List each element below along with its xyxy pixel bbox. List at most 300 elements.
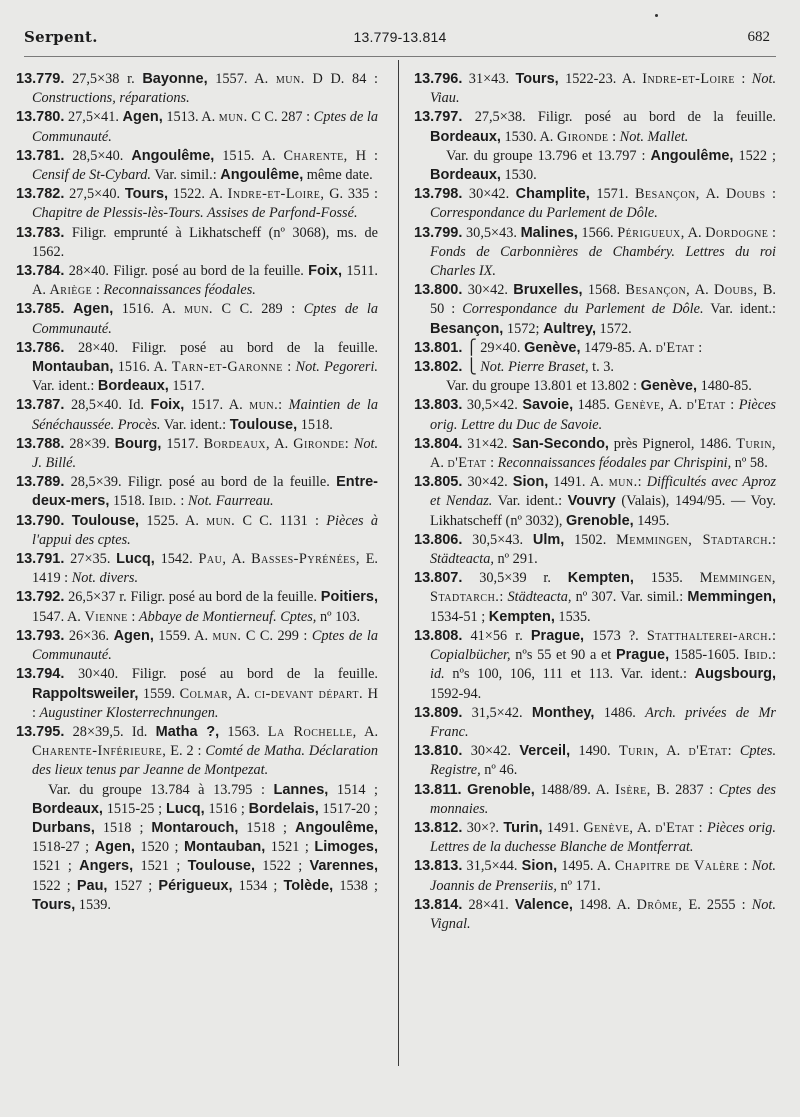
place-name: Prague, <box>530 627 585 644</box>
entry-number: 13.782. <box>16 186 65 203</box>
entry-text: Var. ident.: <box>32 378 98 395</box>
source-title: Not. Pegoreri. <box>295 359 379 376</box>
place-name: Bourg, <box>114 435 162 452</box>
entry-text: 1480-85. <box>697 378 752 395</box>
source-title: Abbaye de Montierneuf. Cptes, <box>138 608 317 625</box>
entry-number: 13.814. <box>414 896 463 913</box>
catalog-entry <box>414 704 776 742</box>
catalog-entry <box>414 627 776 704</box>
entry-text: 28×40. Filigr. posé au bord de la feuille. <box>78 339 378 356</box>
archive-name: Besançon, <box>625 282 691 299</box>
place-name: Bordeaux, <box>97 378 169 395</box>
archive-name: mun. <box>275 71 305 87</box>
archive-name: Colmar, <box>179 685 233 702</box>
entry-number: 13.783. <box>16 224 65 241</box>
entry-text: : <box>282 359 296 376</box>
entry-text: : <box>772 531 776 548</box>
place-name: Kempten, <box>488 608 555 625</box>
column-divider <box>398 60 399 1066</box>
catalog-entry <box>16 185 378 223</box>
entry-text: : <box>727 743 740 760</box>
entry-text: 1522-23. A. <box>558 71 643 87</box>
entry-number: 13.796. <box>414 71 463 87</box>
place-name: Vouvry <box>567 493 616 510</box>
place-name: Grenoble, <box>467 781 535 798</box>
entry-text: 1520 ; <box>134 839 184 856</box>
entry-text: 31×43. <box>468 71 516 87</box>
entry-text: 1559. A. <box>153 627 213 644</box>
place-name: Montarouch, <box>151 819 239 836</box>
archive-name: Pau, <box>198 551 227 568</box>
place-name: Toulouse, <box>229 416 298 433</box>
entry-number: 13.794. <box>16 666 65 683</box>
source-title: Pièces à l'appui des cptes. <box>32 512 379 548</box>
entry-text: : <box>344 435 354 452</box>
entry-text: : <box>176 493 188 510</box>
place-name: Montauban, <box>32 359 114 376</box>
source-title: Correspondance du Parlement de Dôle. <box>462 301 704 318</box>
entry-text: Filigr. emprunté à Likhatscheff (nº 3068), ms. de 1562. <box>32 224 378 260</box>
entry-text: même date. <box>303 167 373 184</box>
entry-text: B. 50 : <box>430 282 777 318</box>
entry-text: : <box>127 608 139 625</box>
archive-name: Ibid. <box>148 493 177 510</box>
variant-note <box>16 781 378 915</box>
entry-text: t. 3. <box>588 359 614 376</box>
place-name: Valence, <box>514 896 573 913</box>
entry-number: 13.789. <box>16 474 65 491</box>
entry-text: A. <box>430 455 448 472</box>
entry-text: près Pignerol, 1486. <box>608 435 737 452</box>
source-title: Constructions, réparations. <box>32 90 190 107</box>
place-name: Malines, <box>520 224 578 241</box>
page-number: 682 <box>747 29 770 45</box>
archive-name: Dordogne <box>705 224 769 241</box>
source-title: Not. Faurreau. <box>187 493 274 510</box>
place-name: Varennes, <box>309 858 378 875</box>
archive-name: Indre-et-Loire <box>642 71 735 87</box>
entry-text: : <box>772 647 777 664</box>
entry-text: 1479-85. A. <box>580 339 656 356</box>
entry-number: 13.801. <box>414 339 463 356</box>
place-name: Prague, <box>615 647 670 664</box>
entry-text: : <box>694 339 703 356</box>
entry-text: 1534 ; <box>232 877 284 894</box>
source-title: Not. Mallet. <box>619 128 689 145</box>
entry-text: 26,5×37 r. Filigr. posé au bord de la feuille. <box>68 589 321 606</box>
entry-text: Var. simil.: <box>151 167 221 184</box>
place-name: Durbans, <box>32 819 95 836</box>
catalog-entry <box>414 108 776 146</box>
entry-text: 1592-94. <box>430 685 482 702</box>
entry-text: nº 46. <box>480 762 518 779</box>
archive-name: Périgueux, <box>617 224 685 241</box>
entry-number: 13.800. <box>414 282 463 299</box>
entry-text: : <box>486 455 498 472</box>
entry-text: 27,5×38 r. <box>72 71 143 87</box>
entry-text: 1517. <box>161 435 204 452</box>
source-title: Cptes de la Communauté. <box>32 109 378 145</box>
source-title: Arch. privées de Mr Franc. <box>430 704 776 740</box>
entry-text: 1495. <box>633 512 670 529</box>
entry-text: 30×42. <box>467 282 514 299</box>
archive-name: Charente, <box>283 147 348 164</box>
archive-name: Isère, <box>615 781 651 798</box>
entry-number: 13.803. <box>414 397 463 414</box>
archive-name: Ariège <box>49 282 93 299</box>
archive-name: Statthalterei-arch. <box>646 627 773 644</box>
entry-text: nº 291. <box>493 551 538 568</box>
entry-text: : <box>735 71 752 87</box>
left-column <box>16 70 378 915</box>
archive-name: Indre-et-Loire, <box>227 186 325 203</box>
archive-name: Turin, <box>618 743 659 760</box>
source-title: Städteacta, <box>430 551 494 568</box>
entry-text: A. <box>232 685 255 702</box>
source-title: Not. J. Billé. <box>32 435 379 472</box>
source-title: id. <box>430 666 445 683</box>
entry-text: A. <box>664 397 687 414</box>
archive-name: Genève, <box>583 819 634 836</box>
catalog-entry <box>16 262 378 300</box>
entry-number: 13.806. <box>414 531 463 548</box>
source-title: Fonds de Carbonnières de Chambéry. Lettres du roi Charles IX. <box>430 243 776 280</box>
place-name: Genève, <box>524 339 581 356</box>
entry-number: 13.786. <box>16 339 65 356</box>
entry-text: 30,5×43. <box>472 531 533 548</box>
catalog-entry <box>414 339 776 358</box>
entry-number: 13.795. <box>16 723 65 740</box>
place-name: Turin, <box>503 819 543 836</box>
variant-note <box>414 377 776 396</box>
entry-text: 1518. <box>297 416 333 433</box>
entry-text: 27,5×40. <box>69 186 125 203</box>
archive-name: Genève, <box>614 397 665 414</box>
place-name: Bordeaux, <box>430 167 501 184</box>
entry-text: 1527 ; <box>107 877 159 894</box>
catalog-entry <box>16 512 378 550</box>
archive-name: Turin, <box>736 435 777 452</box>
archive-name: Tarn-et-Garonne <box>171 359 283 376</box>
entry-text: 30,5×42. <box>466 397 523 414</box>
archive-name: mun. <box>184 301 214 318</box>
catalog-entry <box>414 896 776 934</box>
entry-text: 30×42. <box>468 186 516 203</box>
source-title: Not. Vignal. <box>430 896 776 932</box>
place-name: Périgueux, <box>158 877 233 894</box>
source-title: Not. Joannis de Prenseriis, <box>430 858 776 894</box>
entry-text: 1517. A. <box>184 397 250 414</box>
catalog-entry <box>414 742 776 780</box>
entry-text: 30×40. Filigr. posé au bord de la feuille. <box>78 666 378 683</box>
catalog-entry <box>414 569 776 627</box>
entry-text: Var. ident.: <box>703 301 777 318</box>
place-name: Angoulême, <box>131 147 215 164</box>
entry-text: C C. 299 : <box>241 627 312 644</box>
entry-text: Var. du groupe 13.801 et 13.802 : <box>446 378 641 395</box>
archive-name: d'Etat <box>688 743 728 760</box>
place-name: Poitiers, <box>320 589 379 606</box>
entry-text: A. <box>658 743 689 760</box>
source-title: Not. Viau. <box>430 71 777 107</box>
entry-text: : <box>608 128 620 145</box>
place-name: Rappoltsweiler, <box>32 685 139 702</box>
entry-text: 30×42. <box>467 474 513 491</box>
entry-number: 13.785. <box>16 301 65 318</box>
place-name: Entre-deux-mers, <box>32 474 378 510</box>
place-name: Lucq, <box>116 551 155 568</box>
entry-text: : <box>765 186 777 203</box>
entry-number: 13.810. <box>414 743 463 760</box>
entry-text: 26×36. <box>68 627 114 644</box>
source-title: Pièces orig. Lettre du Duc de Savoie. <box>430 397 776 433</box>
entry-text: A. <box>226 551 252 568</box>
catalog-entry <box>414 435 776 473</box>
entry-text: 1516. A. <box>113 359 172 376</box>
entry-text: 1535. <box>633 570 700 587</box>
entry-text: ⎧ 29×40. <box>465 339 525 356</box>
entry-text: 28×41. <box>468 896 515 913</box>
entry-number: 13.780. <box>16 109 65 126</box>
entry-text: 1488/89. A. <box>534 781 616 798</box>
place-name: Angoulême, <box>295 819 378 836</box>
entry-text: A. <box>633 819 656 836</box>
entry-text: 1534-51 ; <box>430 608 489 625</box>
catalog-entry <box>414 70 776 108</box>
entry-text: H : <box>347 147 379 164</box>
entry-text: 1522 ; <box>733 147 776 164</box>
right-column <box>414 70 776 934</box>
place-name: Toulouse, <box>71 512 140 529</box>
place-name: Matha ?, <box>155 723 220 740</box>
catalog-entry <box>414 473 776 531</box>
place-name: Tolède, <box>283 877 334 894</box>
entry-text: Var. du groupe 13.796 et 13.797 : <box>446 147 651 164</box>
entry-text: 28,5×40. <box>72 147 132 164</box>
place-name: Agen, <box>94 839 135 856</box>
place-name: Lucq, <box>165 800 205 817</box>
place-name: Angoulême, <box>220 167 304 184</box>
archive-name: Charente-Inférieure, <box>32 743 167 760</box>
entry-text: 30×42. <box>470 743 520 760</box>
page-header <box>24 22 776 57</box>
entry-number: 13.799. <box>414 224 463 241</box>
archive-name: Bordeaux, <box>203 435 271 452</box>
archive-name: d'Etat <box>447 455 487 472</box>
entry-number: 13.811. <box>414 781 462 798</box>
place-name: Agen, <box>122 109 163 126</box>
archive-name: d'Etat <box>686 397 726 414</box>
entry-text: 1530. A. <box>500 128 557 145</box>
source-title: Copialbücher, <box>430 647 511 664</box>
entry-text: 1486. <box>594 704 646 721</box>
entry-number: 13.798. <box>414 186 463 203</box>
entry-text: G. 335 : <box>324 186 378 203</box>
entry-text: 31,5×44. <box>466 858 522 875</box>
entry-text: : <box>739 858 752 875</box>
entry-text: 1518. <box>109 493 149 510</box>
entry-text: 1521 ; <box>133 858 188 875</box>
entry-text: C C. 1131 : <box>235 512 327 529</box>
entry-text: : <box>772 627 776 644</box>
entry-text: 27,5×38. Filigr. posé au bord de la feuille. <box>474 109 776 126</box>
entry-text: A. <box>684 224 706 241</box>
entry-text: Var. ident.: <box>160 416 230 433</box>
entry-text: 1517-20 ; <box>318 800 378 817</box>
variant-note <box>414 147 776 185</box>
source-title: Städteacta, <box>507 589 572 606</box>
catalog-entry <box>16 396 378 434</box>
place-name: Sion, <box>521 858 558 875</box>
entry-number: 13.805. <box>414 474 463 491</box>
catalog-entry <box>414 857 776 895</box>
entry-text: 1515-25 ; <box>102 800 166 817</box>
scan-speck <box>655 14 658 17</box>
entry-text: nºs 55 et 90 a et <box>510 647 616 664</box>
archive-name: ci-devant départ. <box>254 685 364 702</box>
catalog-entry <box>16 224 378 262</box>
entry-number: 13.791. <box>16 551 65 568</box>
entry-number: 13.812. <box>414 819 463 836</box>
entry-number: 13.809. <box>414 704 463 721</box>
source-title: Not. divers. <box>71 570 139 587</box>
place-name: San-Secondo, <box>512 435 609 452</box>
entry-text: 1530. <box>500 167 537 184</box>
entry-text: 1535. <box>554 608 591 625</box>
entry-text: : <box>725 397 739 414</box>
place-name: Limoges, <box>314 839 378 856</box>
place-name: Tours, <box>32 896 76 913</box>
place-name: Sion, <box>512 474 549 491</box>
entry-text: 1522 ; <box>255 858 310 875</box>
right-entries <box>414 70 776 934</box>
catalog-entry <box>414 281 776 339</box>
entry-text: A. <box>270 435 294 452</box>
archive-name: Basses-Pyrénées, <box>251 551 360 568</box>
archive-name: mun. <box>608 474 638 491</box>
catalog-entry <box>16 147 378 185</box>
archive-name: Vienne <box>84 608 128 625</box>
source-title: Censif de St-Cybard. <box>32 167 151 184</box>
catalog-entry <box>414 396 776 434</box>
place-name: Savoie, <box>522 397 574 414</box>
source-title: Reconnaissances féodales par Chrispini, <box>497 455 732 472</box>
archive-name: Chapitre de Valère <box>614 858 740 875</box>
place-name: Verceil, <box>519 743 571 760</box>
entry-text: nº 171. <box>556 877 601 894</box>
archive-name: Ibid. <box>743 647 773 664</box>
entry-text: 1515. A. <box>214 147 284 164</box>
entry-text: 1538 ; <box>333 877 379 894</box>
entry-text: 31×42. <box>467 435 513 452</box>
entry-text: : <box>92 282 104 299</box>
source-title: Chapitre de Plessis-lès-Tours. Assises de Parfond-Fossé. <box>32 205 358 222</box>
entry-text: 1522. A. <box>168 186 228 203</box>
source-title: Not. Pierre Braset, <box>480 359 589 376</box>
place-name: Monthey, <box>531 704 595 721</box>
place-name: Agen, <box>72 301 114 318</box>
entry-text: 1566. <box>577 224 618 241</box>
catalog-entry <box>16 70 378 108</box>
archive-name: Drôme, <box>636 896 683 913</box>
source-title: Correspondance du Parlement de Dôle. <box>430 205 658 222</box>
source-title: Cptes de la Communauté. <box>32 301 378 337</box>
place-name: Bordeaux, <box>32 800 103 817</box>
source-title: Comté de Matha. Déclaration des lieux tenus par Jeanne de Montpezat. <box>32 743 378 779</box>
place-name: Ulm, <box>532 531 565 548</box>
entry-text: 1490. <box>570 743 619 760</box>
entry-number: 13.788. <box>16 435 65 452</box>
entry-text: 1573 ?. <box>584 627 647 644</box>
place-name: Montauban, <box>183 839 266 856</box>
entry-text: Var. ident.: <box>492 493 568 510</box>
archive-name: mun. <box>206 512 236 529</box>
entry-text: 1516 ; <box>204 800 249 817</box>
entry-text: 1572. <box>595 320 632 337</box>
archive-name: mun. <box>249 397 279 414</box>
catalog-entry <box>16 473 378 511</box>
entry-text: C C. 289 : <box>213 301 304 318</box>
archive-name: mun. <box>218 109 248 126</box>
catalog-entry <box>414 531 776 569</box>
source-title: Pièces orig. Lettres de la duchesse Blanche de Montferrat. <box>430 819 777 856</box>
entry-text: 1502. <box>564 531 617 548</box>
archive-name: d'Etat <box>655 339 695 356</box>
entry-text: H : <box>32 685 378 721</box>
entry-text: 1513. A. <box>162 109 219 126</box>
entry-text: E. 2555 : <box>682 896 752 913</box>
catalog-entry <box>414 224 776 282</box>
entry-text: 27×35. <box>70 551 117 568</box>
entry-text: 1511. A. <box>32 263 379 299</box>
place-name: Augsbourg, <box>694 666 776 683</box>
catalog-entry <box>16 339 378 397</box>
entry-text: 41×56 r. <box>470 627 531 644</box>
catalog-entry <box>414 781 776 819</box>
source-title: Augustiner Klosterrechnungen. <box>39 704 219 721</box>
place-name: Bordeaux, <box>430 128 501 145</box>
left-entries <box>16 70 378 781</box>
entry-text: 28,5×39. Filigr. posé au bord de la feuille. <box>70 474 337 491</box>
place-name: Agen, <box>113 627 154 644</box>
entry-text: nºs 100, 106, 111 et 113. Var. ident.: <box>444 666 695 683</box>
entry-number: 13.787. <box>16 397 65 414</box>
entry-text: 1498. A. <box>572 896 637 913</box>
entry-text: 1495. A. <box>557 858 615 875</box>
entry-number: 13.813. <box>414 858 463 875</box>
place-name: Bruxelles, <box>513 282 583 299</box>
catalog-entry <box>16 108 378 146</box>
place-name: Genève, <box>640 378 697 395</box>
source-title: Reconnaissances féodales. <box>103 282 256 299</box>
entry-text: nº 307. Var. simil.: <box>571 589 688 606</box>
place-name: Foix, <box>308 263 343 280</box>
archive-name: Doubs <box>726 186 766 203</box>
entry-text: 1521 ; <box>265 839 315 856</box>
catalog-entry <box>16 723 378 781</box>
place-name: Kempten, <box>567 570 634 587</box>
entry-text: 31,5×42. <box>471 704 532 721</box>
entry-text: D D. 84 : <box>304 71 378 87</box>
catalog-entry <box>16 665 378 723</box>
catalog-entry <box>16 588 378 626</box>
entry-text: 1491. A. <box>548 474 609 491</box>
place-name: Tours, <box>124 186 169 203</box>
entry-text: 1571. <box>589 186 636 203</box>
entry-text: : <box>499 589 508 606</box>
entry-text: 1485. <box>573 397 615 414</box>
entry-text: 1568. <box>582 282 626 299</box>
